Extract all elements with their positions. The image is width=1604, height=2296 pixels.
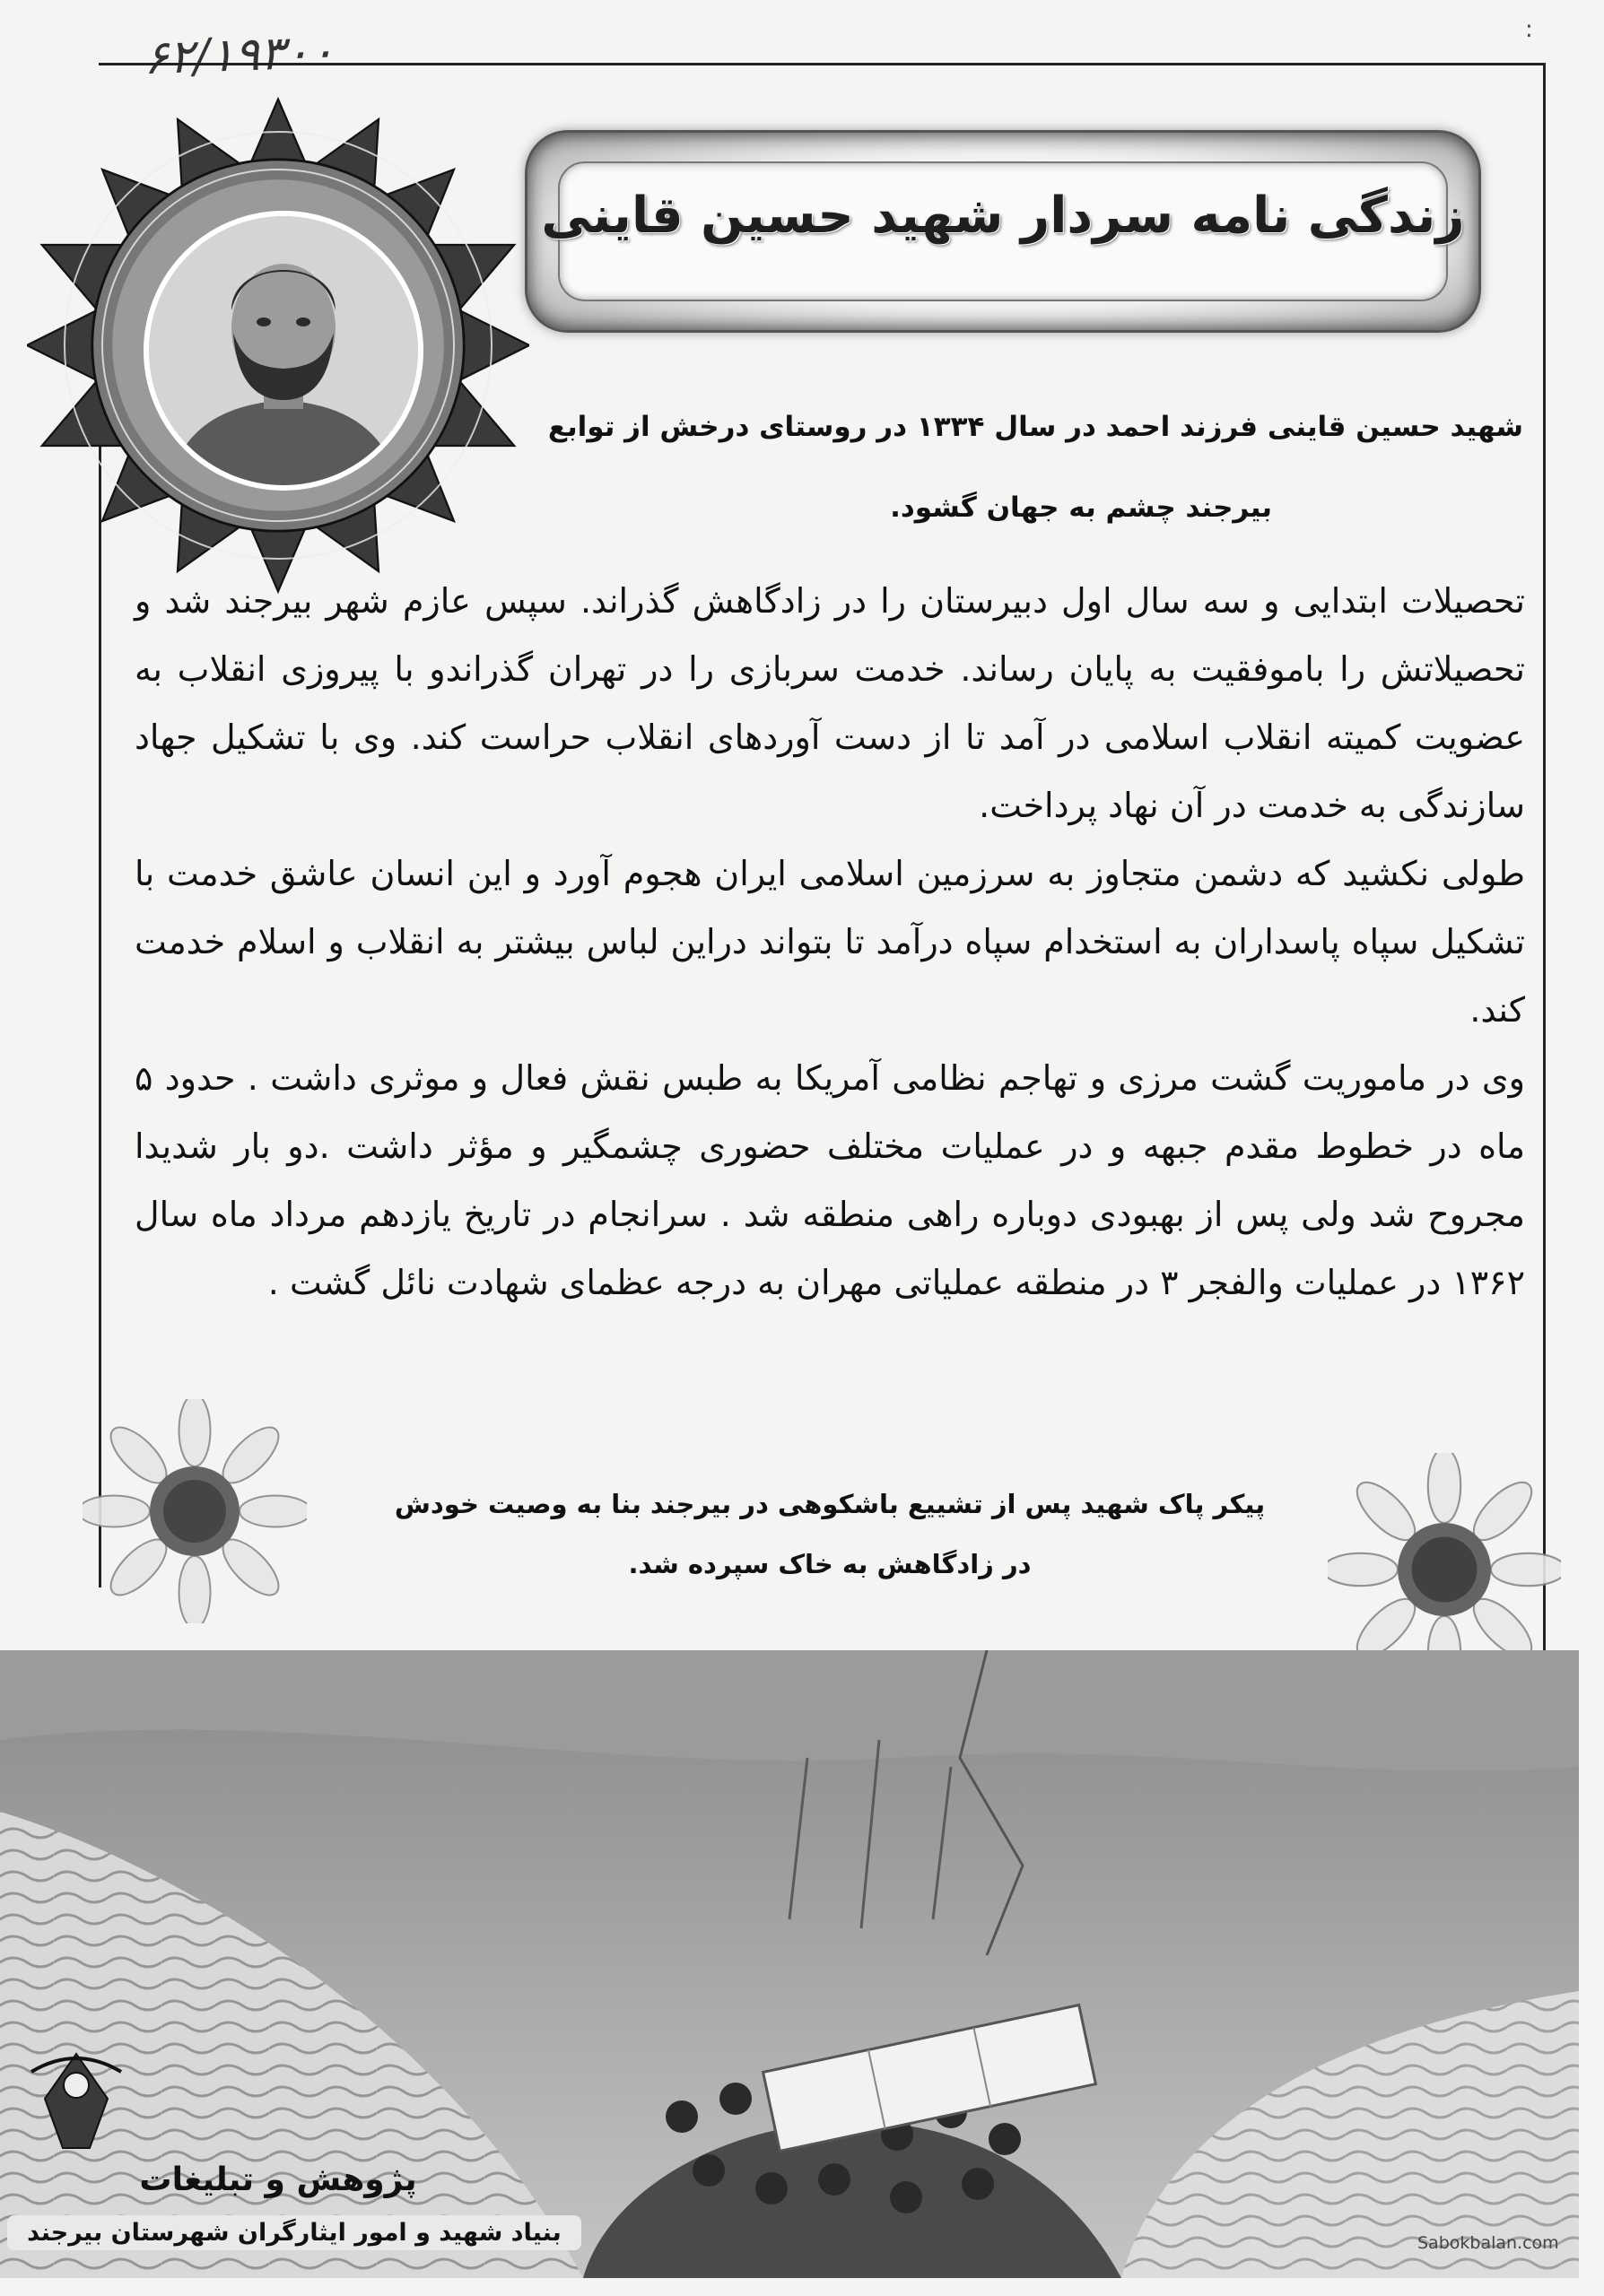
- site-watermark: Sabokbalan.com: [1417, 2233, 1559, 2253]
- foundation-emblem-icon: [27, 2036, 126, 2152]
- portrait-photo: [144, 211, 423, 491]
- page-title: زندگی نامه سردار شهید حسین قاینی: [541, 187, 1465, 245]
- handwritten-archive-number: ۶۲/۱۹۳۰۰: [143, 24, 336, 86]
- title-banner: [525, 130, 1481, 333]
- corner-mark: :: [1525, 16, 1533, 43]
- paragraph-war: طولی نکشید که دشمن متجاوز به سرزمین اسلامی ایران هجوم آورد و این انسان عاشق خدمت با تشکیل سپاه پاسداران به استخدام سپاه درآمد تا بتواند دراین لباس بیشتر به انقلاب و اسلام خدمت کند.: [135, 854, 1525, 1030]
- sunflower-left-icon: [83, 1399, 307, 1623]
- org-title: پژوهش و تبلیغات: [139, 2161, 417, 2198]
- closing-line-1: پیکر پاک شهید پس از تشییع باشکوهی در بیرجند بنا به وصیت خودش: [394, 1489, 1266, 1519]
- biography-body: [135, 567, 1525, 1317]
- portrait-image: [149, 216, 418, 485]
- paragraph-martyrdom: وی در ماموریت گشت مرزی و تهاجم نظامی آمریکا به طبس نقش فعال و موثری داشت . حدود ۵ ماه در خطوط مقدم جبهه و در عملیات مختلف حضوری چشمگیر و مؤثر داشت .دو بار شدیدا مجروح شد ولی پس از بهبودی دوباره راهی منطقه شد . سرانجام در تاریخ یازدهم مرداد ماه سال ۱۳۶۲ در عملیات والفجر ۳ در منطقه عملیاتی مهران به درجه عظمای شهادت نائل گشت .: [135, 1058, 1525, 1302]
- intro-line-1: شهید حسین قاینی فرزند احمد در سال ۱۳۳۴ در روستای درخش از توابع: [547, 411, 1523, 443]
- closing-line-2: در زادگاهش به خاک سپرده شد.: [628, 1549, 1032, 1579]
- intro-line-2: بیرجند چشم به جهان گشود.: [890, 491, 1272, 524]
- paragraph-education: تحصیلات ابتدایی و سه سال اول دبیرستان را در زادگاهش گذراند. سپس عازم شهر بیرجند شد و تحصیلاتش را باموفقیت به پایان رساند. خدمت سربازی را در تهران گذراندو با پیروزی انقلاب به عضویت کمیته انقلاب اسلامی در آمد تا از دست آوردهای انقلاب حراست کند. وی با تشکیل جهاد سازندگی به خدمت در آن نهاد پرداخت.: [135, 581, 1525, 825]
- org-subtitle: بنیاد شهید و امور ایثارگران شهرستان بیرجند: [7, 2215, 581, 2250]
